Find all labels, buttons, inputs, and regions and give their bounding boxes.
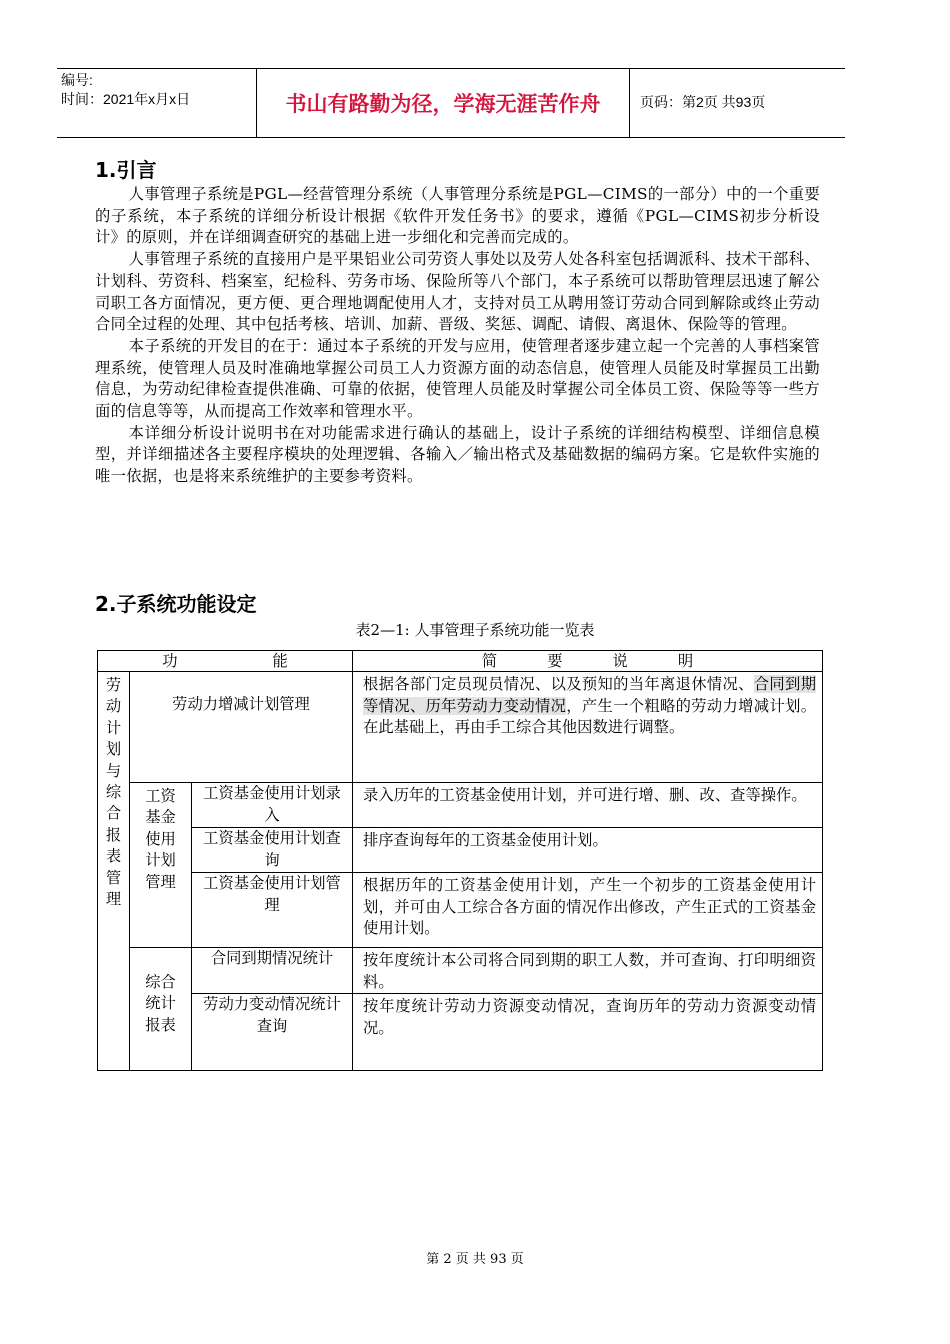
plan-name-cell	[130, 672, 353, 783]
group-main-text: 劳动计划与综合报表管理	[105, 676, 122, 909]
plan-desc: 根据各部门定员现员情况、以及预知的当年离退休情况、	[363, 675, 754, 693]
header-char: 功	[162, 652, 178, 670]
wage-name: 工资基金使用计划查询	[203, 829, 341, 869]
group-main-label	[98, 672, 130, 1071]
wage-name-cell	[192, 828, 353, 873]
function-table	[97, 650, 823, 1071]
group-wage-text: 工资基金使用计划管理	[145, 787, 176, 891]
table-row	[98, 873, 823, 948]
group-stats-label	[130, 948, 192, 1071]
header-function	[98, 651, 353, 672]
header-meta	[57, 69, 257, 137]
header-char: 要	[547, 652, 563, 670]
wage-desc-cell	[353, 873, 823, 948]
plan-desc: ，产生一个粗略的劳动力增减计划。在此基础上，再由手工综合其他因数进行调整。	[363, 696, 816, 736]
wage-name-cell	[192, 783, 353, 828]
page-header	[57, 68, 845, 138]
paragraph: 人事管理子系统是PGL—经营管理分系统（人事管理分系统是PGL—CIMS的一部分）中的一个重要的子系统，本子系统的详细分析设计根据《软件开发任务书》的要求，遵循《PGL—CIMS初步分析设计》的原则，并在详细调查研究的基础上进一步细化和完善而完成的。	[95, 185, 820, 247]
group-stats-text: 综合统计报表	[145, 973, 176, 1034]
time-label: 时间：2021年x月x日	[61, 91, 191, 107]
group-wage-label	[130, 783, 192, 948]
intro-body	[95, 184, 820, 488]
header-page-label: 页码：第2页 共93页	[640, 94, 766, 110]
wage-name-cell	[192, 873, 353, 948]
plan-name: 劳动力增减计划管理	[172, 695, 310, 713]
plan-desc-cell	[353, 672, 823, 783]
wage-desc: 根据历年的工资基金使用计划，产生一个初步的工资基金使用计划，并可由人工综合各方面的情况作出修改，产生正式的工资基金使用计划。	[363, 876, 817, 937]
table-row	[98, 994, 823, 1071]
stats-desc-cell	[353, 948, 823, 994]
stats-name: 合同到期情况统计	[210, 949, 334, 967]
header-char: 简	[481, 652, 498, 670]
stats-desc: 按年度统计本公司将合同到期的职工人数，并可查询、打印明细资料。	[363, 951, 817, 991]
section-title-functions: 2.子系统功能设定	[95, 592, 257, 616]
table-caption: 表2—1: 人事管理子系统功能一览表	[355, 621, 595, 639]
stats-desc-cell	[353, 994, 823, 1071]
header-char: 说	[612, 652, 628, 670]
paragraph: 人事管理子系统的直接用户是平果铝业公司劳资人事处以及劳人处各科室包括调派科、技术干部科、计划科、劳资科、档案室，纪检科、劳务市场、保险所等八个部门，本子系统可以帮助管理层迅速了解公司职工各方面情况，更方便、更合理地调配使用人才，支持对员工从聘用签订劳动合同到解除或终止劳动合同全过程的处理、其中包括考核、培训、加薪、晋级、奖惩、调配、请假、离退休、保险等的管理。	[95, 250, 820, 334]
stats-name: 劳动力变动情况统计查询	[203, 995, 341, 1035]
page-footer: 第 2 页 共 93 页	[426, 1252, 524, 1267]
wage-desc-cell	[353, 828, 823, 873]
wage-name: 工资基金使用计划管理	[203, 874, 341, 914]
stats-name-cell	[192, 948, 353, 994]
plan-desc-highlight: 合同到期等情况、历年劳动力变动情况	[363, 675, 816, 715]
code-label: 编号:	[61, 72, 93, 88]
header-char: 明	[677, 652, 694, 670]
section-title-intro: 1.引言	[95, 158, 157, 182]
table-row	[98, 828, 823, 873]
table-header-row	[98, 651, 823, 672]
stats-name-cell	[192, 994, 353, 1071]
stats-desc: 按年度统计劳动力资源变动情况，查询历年的劳动力资源变动情况。	[363, 997, 817, 1037]
header-char: 能	[272, 652, 288, 670]
paragraph: 本详细分析设计说明书在对功能需求进行确认的基础上，设计子系统的详细结构模型、详细信息模型，并详细描述各主要程序模块的处理逻辑、各输入／输出格式及基础数据的编码方案。它是软件实施的唯一依据，也是将来系统维护的主要参考资料。	[95, 423, 820, 486]
wage-name: 工资基金使用计划录入	[203, 784, 341, 824]
table-row	[98, 948, 823, 994]
table-row	[98, 672, 823, 783]
wage-desc: 排序查询每年的工资基金使用计划。	[363, 831, 608, 849]
wage-desc-cell	[353, 783, 823, 828]
wage-desc: 录入历年的工资基金使用计划，并可进行增、删、改、查等操作。	[363, 786, 807, 804]
table-row	[98, 783, 823, 828]
header-slogan: 书山有路勤为径，学海无涯苦作舟	[257, 69, 630, 137]
paragraph: 本子系统的开发目的在于：通过本子系统的开发与应用，使管理者逐步建立起一个完善的人事档案管理系统，使管理人员及时准确地掌握公司员工人力资源方面的动态信息，使管理人员能及时掌握员工出勤信息，为劳动纪律检查提供准确、可靠的依据，使管理人员能及时掌握公司全体员工资、保险等等一些方面的信息等等，从而提高工作效率和管理水平。	[95, 336, 820, 421]
header-desc	[353, 651, 823, 672]
